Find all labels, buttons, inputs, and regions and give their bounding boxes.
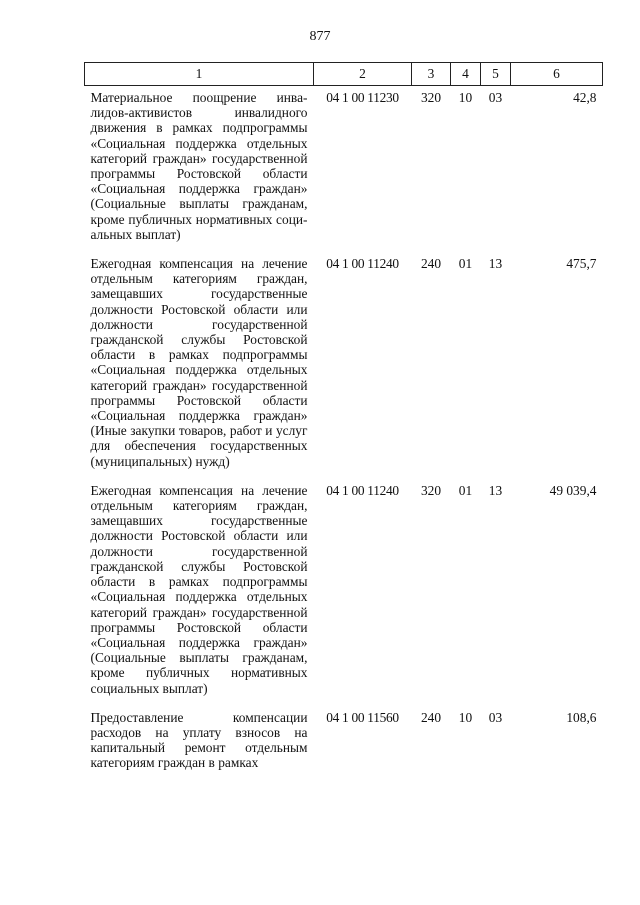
header-row — [85, 63, 603, 86]
row-target-code: 04 1 00 11230 — [326, 90, 399, 105]
header-cell-4: 4 — [451, 63, 481, 86]
table-row — [85, 252, 603, 479]
row-target-code: 04 1 00 11240 — [326, 256, 399, 272]
row-section: 01 — [458, 256, 473, 272]
row-expense-type: 240 — [420, 709, 442, 725]
header-cell-2: 2 — [314, 63, 412, 86]
row-subsection: 13 — [488, 482, 503, 498]
row-description: Ежегодная компенсация на лечение отдельным категориям граждан, замещавших государственные должности Ростовской области или должности государственной гражданской службы Ростовской области в рамках подпрограммы «Социальная поддержка отдельных категорий граждан» государственной программы Ростовской области «Социальная поддержка граждан» (Иные закупки товаров, работ и услуг для обеспечения государственных (муниципальных) нужд) — [90, 256, 308, 469]
row-amount: 49 039,4 — [549, 482, 597, 498]
row-description: Материальное поощрение инвалидов-активистов инвалидного движения в рамках подпрограммы «Социальная поддержка отдельных категорий граждан» государственной программы Ростовской области «Социальная поддержка граждан» (Социальные выплаты гражданам, кроме публичных нормативных социальных выплат) — [90, 90, 308, 242]
row-subsection: 03 — [488, 90, 503, 105]
row-target-code: 04 1 00 11240 — [326, 482, 399, 498]
row-subsection: 03 — [488, 709, 503, 725]
row-amount: 475,7 — [566, 256, 597, 272]
row-amount: 42,8 — [573, 90, 597, 105]
header-cell-6: 6 — [511, 63, 603, 86]
row-section: 10 — [458, 709, 473, 725]
table-row — [85, 706, 603, 781]
row-description: Ежегодная компенсация на лечение отдельным категориям граждан, замещавших государственные должности Ростовской области или должности государственной гражданской службы Ростовской области в рамках подпрограммы «Социальная поддержка отдельных категорий граждан» государственной программы Ростовской области «Социальная поддержка граждан» (Социальные выплаты гражданам, кроме публичных нормативных социальных выплат) — [90, 482, 308, 696]
row-expense-type: 320 — [420, 90, 442, 105]
row-description: Предоставление компенсации расходов на уплату взносов на капитальный ремонт отдельным категориям граждан в рамках — [90, 709, 308, 771]
budget-table — [84, 62, 603, 781]
header-cell-1: 1 — [85, 63, 314, 86]
row-section: 10 — [458, 90, 473, 105]
page-number: 877 — [309, 29, 331, 44]
header-cell-5: 5 — [481, 63, 511, 86]
row-expense-type: 320 — [420, 482, 442, 498]
row-section: 01 — [458, 482, 473, 498]
row-expense-type: 240 — [420, 256, 442, 272]
row-amount: 108,6 — [566, 709, 597, 725]
header-cell-3: 3 — [412, 63, 451, 86]
row-target-code: 04 1 00 11560 — [326, 709, 399, 725]
row-subsection: 13 — [488, 256, 503, 272]
table-row — [85, 479, 603, 706]
table-row — [85, 86, 603, 253]
